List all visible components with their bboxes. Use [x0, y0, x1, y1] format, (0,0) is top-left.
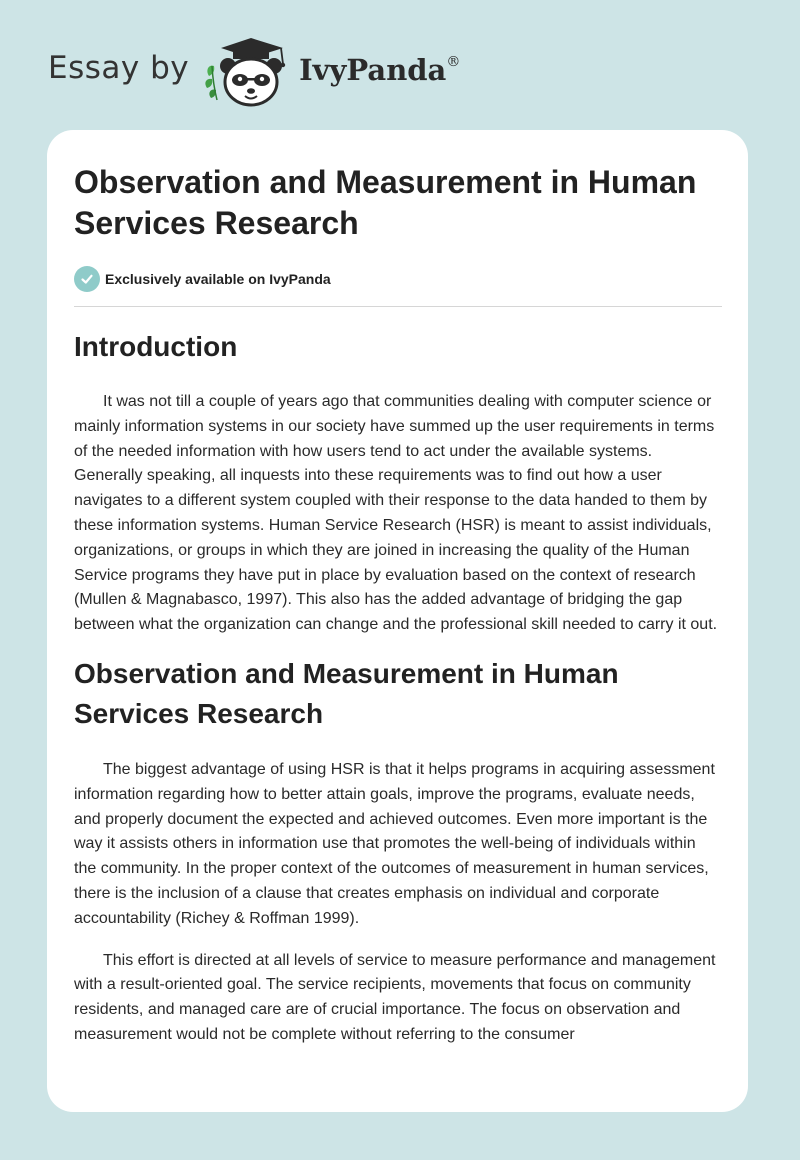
article-title: Observation and Measurement in Human Services Research — [74, 164, 697, 241]
paragraph: This effort is directed at all levels of service to measure performance and management with a result-oriented goal. The service recipients, movements that focus on community residents, and managed care are of crucial importance. The focus on observation and measurement would not be complete without referring to the consumer — [74, 951, 716, 1043]
exclusive-badge — [74, 266, 722, 292]
divider — [74, 306, 722, 307]
exclusive-label: Exclusively available on IvyPanda — [105, 271, 331, 287]
brand-header[interactable] — [48, 36, 460, 108]
checkmark-icon — [74, 266, 100, 292]
paragraph: The biggest advantage of using HSR is that it helps programs in acquiring assessment information regarding how to better attain goals, improve the programs, evaluate needs, and properly document the expected and achieved outcomes. Even more important is the way it assists others in information use that promotes the well-being of individuals within the community. In the proper context of the outcomes of measurement in human services, there is the inclusion of a clause that creates emphasis on individual and corporate accountability (Richey & Roffman 1999). — [74, 760, 715, 927]
section-heading-introduction: Introduction — [74, 331, 238, 362]
paragraph: It was not till a couple of years ago that communities dealing with computer science or mainly information systems in our society have summed up the user requirements in terms of the needed information with how users tend to act under the available systems. Generally speaking, all inquests into these requirements was to find out how a user navigates to a different system coupled with their response to the data handed to them by these information systems. Human Service Research (HSR) is meant to assist individuals, organizations, or groups in which they are joined in increasing the quality of the Human Service programs they have put in place by evaluation based on the context of research (Mullen & Magnabasco, 1997). This also has the added advantage of bridging the gap between what the organization can change and the professional skill needed to carry it out. — [74, 393, 718, 634]
brand-prefix: Essay by — [48, 50, 190, 86]
article-card — [47, 130, 748, 1112]
brand-name: IvyPanda® — [299, 53, 461, 87]
panda-logo-icon — [203, 36, 293, 108]
section-heading-observation: Observation and Measurement in Human Services Research — [74, 657, 619, 729]
